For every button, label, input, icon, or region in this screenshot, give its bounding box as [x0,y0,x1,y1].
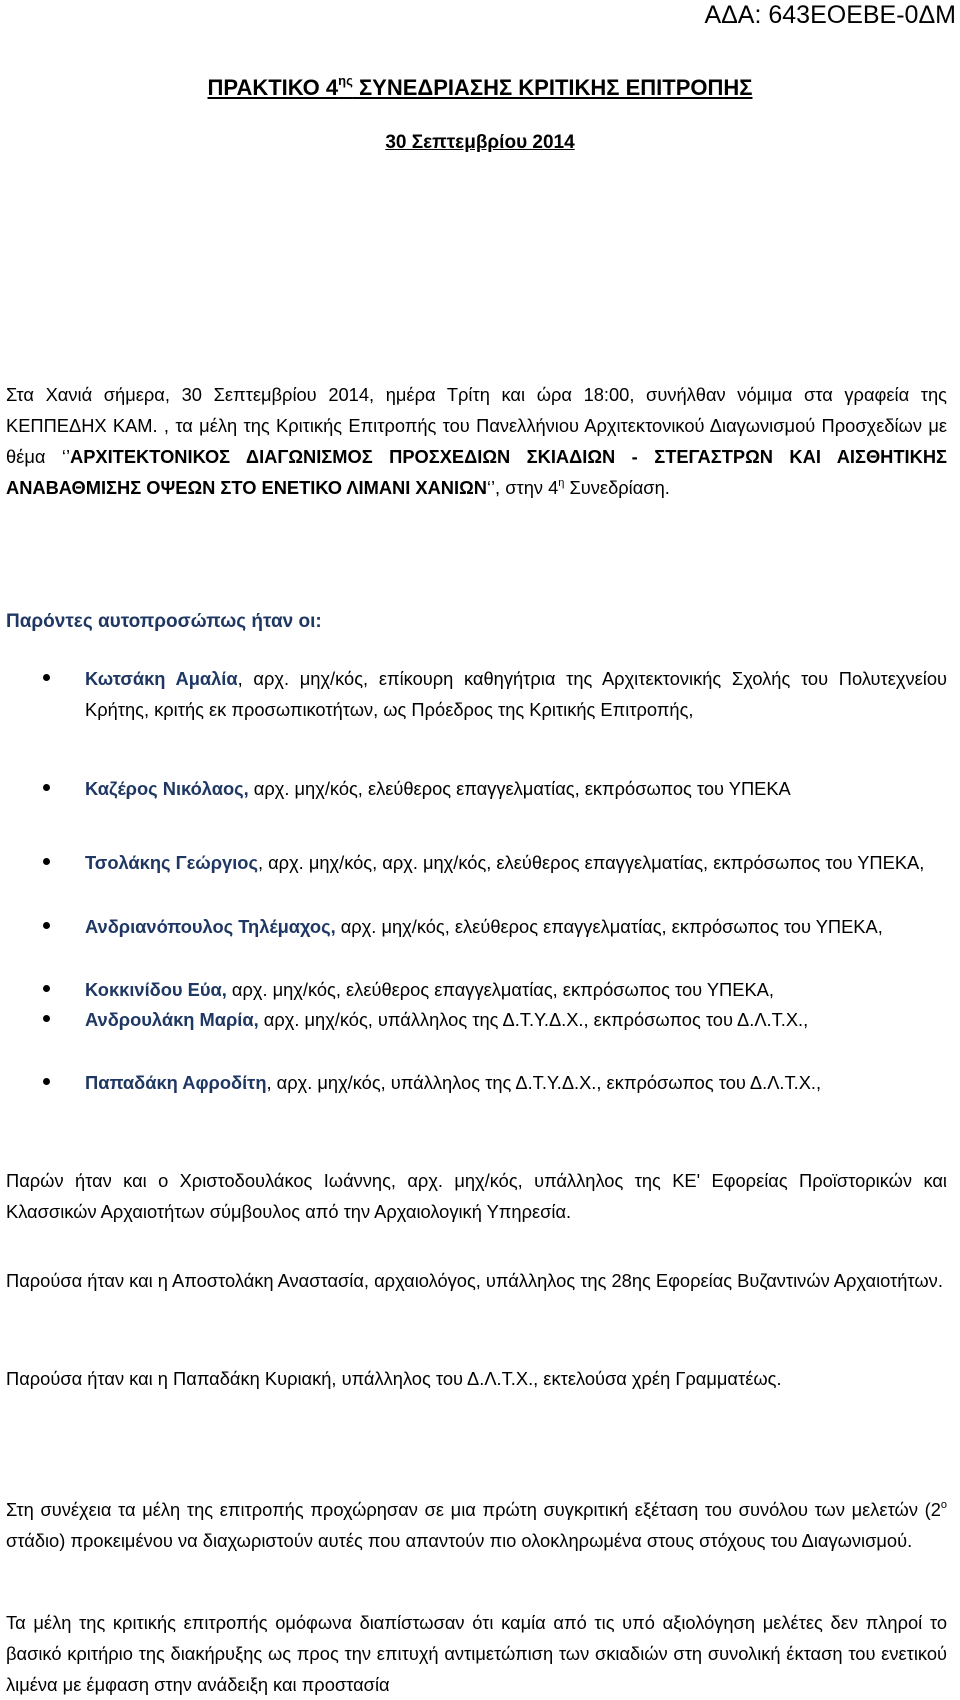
final-paragraph: Τα μέλη της κριτικής επιτροπής ομόφωνα διαπίστωσαν ότι καμία από τις υπό αξιολόγηση μελέτες δεν πληροί το βασικό κριτήριο της διακήρυξης ως προς την επιτυχή αντιμετώπιση των σκιαδιών στη συνολική έκταση του ενετικού λιμένα με έμφαση στην ανάδειξη και προστασία [6,1612,947,1695]
intro-subject: ΑΡΧΙΤΕΚΤΟΝΙΚΟΣ ΔΙΑΓΩΝΙΣΜΟΣ ΠΡΟΣΧΕΔΙΩΝ ΣΚΙΑΔΙΩΝ - ΣΤΕΓΑΣΤΡΩΝ ΚΑΙ ΑΙΣΘΗΤΙΚΗΣ ΑΝΑΒΑΘΜΙΣΗΣ ΟΨΕΩΝ ΣΤΟ ΕΝΕΤΙΚΟ ΛΙΜΑΝΙ ΧΑΝΙΩΝ [6,446,947,498]
member-desc: , αρχ. μηχ/κός, υπάλληλος της Δ.Τ.Υ.Δ.Χ., εκπρόσωπος του Δ.Λ.Τ.Χ., [266,1072,822,1093]
member-name: Κοκκινίδου Εύα, [85,979,227,1000]
member-name: Παπαδάκη Αφροδίτη [85,1072,267,1093]
member-name: Ανδρουλάκη Μαρία, [85,1009,259,1030]
present-paragraph-1: Παρών ήταν και ο Χριστοδουλάκος Ιωάννης, αρχ. μηχ/κός, υπάλληλος της ΚΕ' Εφορείας Προϊστορικών και Κλασσικών Αρχαιοτήτων σύμβουλος από την Αρχαιολογική Υπηρεσία. [6,1170,947,1222]
member-desc: αρχ. μηχ/κός, υπάλληλος της Δ.Τ.Υ.Δ.Χ., εκπρόσωπος του Δ.Λ.Τ.Χ., [258,1009,809,1030]
member-item [85,1067,947,1098]
member-name: Καζέρος Νικόλαος, [85,778,249,799]
ada-code: ΑΔΑ: 643ΕΟΕΒΕ-0ΔΜ [704,1,956,29]
member-item [85,663,947,725]
member-desc: αρχ. μηχ/κός, ελεύθερος επαγγελματίας, εκπρόσωπος του ΥΠΕΚΑ, [226,979,774,1000]
present-heading: Παρόντες αυτοπροσώπως ήταν οι: [6,611,322,632]
present-paragraph-3: Παρούσα ήταν και η Παπαδάκη Κυριακή, υπάλληλος του Δ.Λ.Τ.Χ., εκτελούσα χρέη Γραμματέως. [6,1368,782,1389]
intro-paragraph [6,379,947,503]
title-post: ΣΥΝΕΔΡΙΑΣΗΣ ΚΡΙΤΙΚΗΣ ΕΠΙΤΡΟΠΗΣ [352,75,753,100]
intro-text: Στα Χανιά σήμερα, 30 Σεπτεμβρίου 2014, ημέρα Τρίτη και ώρα 18:00, συνήλθαν νόμιμα στα γραφεία της ΚΕΠΠΕΔΗΧ ΚΑΜ. , τα μέλη της Κριτικής Επιτροπής του Πανελλήνιου Αρχιτεκτονικού Διαγωνισμού Προσχεδίων με θέμα ‘’ [6,384,947,467]
member-item [85,773,947,804]
member-item [85,911,947,942]
continue-sup: ο [940,1499,947,1511]
member-desc: , αρχ. μηχ/κός, αρχ. μηχ/κός, ελεύθερος επαγγελματίας, εκπρόσωπος του ΥΠΕΚΑ, [257,852,925,873]
member-desc: , αρχ. μηχ/κός, επίκουρη καθηγήτρια της Αρχιτεκτονικής Σχολής του Πολυτεχνείου Κρήτης, κριτής εκ προσωπικοτήτων, ως Πρόεδρος της Κριτικής Επιτροπής, [85,668,948,720]
intro-sup: η [558,477,565,489]
member-desc: αρχ. μηχ/κός, ελεύθερος επαγγελματίας, εκπρόσωπος του ΥΠΕΚΑ, [335,916,883,937]
intro-end: Συνεδρίαση. [564,477,670,498]
intro-after: ‘’, στην 4 [486,477,559,498]
present-paragraph-2: Παρούσα ήταν και η Αποστολάκη Αναστασία, αρχαιολόγος, υπάλληλος της 28ης Εφορείας Βυζαντινών Αρχαιοτήτων. [6,1270,943,1291]
title-sup: ης [338,73,353,88]
member-item [85,974,947,1005]
member-item [85,1004,947,1035]
member-item [85,847,947,878]
continue-post: στάδιο) προκειμένου να διαχωριστούν αυτές που απαντούν πιο ολοκληρωμένα στους στόχους του Διαγωνισμού. [6,1530,913,1551]
member-desc: αρχ. μηχ/κός, ελεύθερος επαγγελματίας, εκπρόσωπος του ΥΠΕΚΑ [248,778,791,799]
document-date: 30 Σεπτεμβρίου 2014 [385,132,575,153]
title-pre: ΠΡΑΚΤΙΚΟ 4 [207,75,339,100]
document-title [0,73,960,103]
member-name: Τσολάκης Γεώργιος [85,852,258,873]
member-name: Ανδριανόπουλος Τηλέμαχος, [85,916,336,937]
continue-paragraph [6,1494,947,1556]
member-name: Κωτσάκη Αμαλία [85,668,238,689]
continue-pre: Στη συνέχεια τα μέλη της επιτροπής προχώρησαν σε μια πρώτη συγκριτική εξέταση του συνόλου των μελετών (2 [6,1499,941,1520]
